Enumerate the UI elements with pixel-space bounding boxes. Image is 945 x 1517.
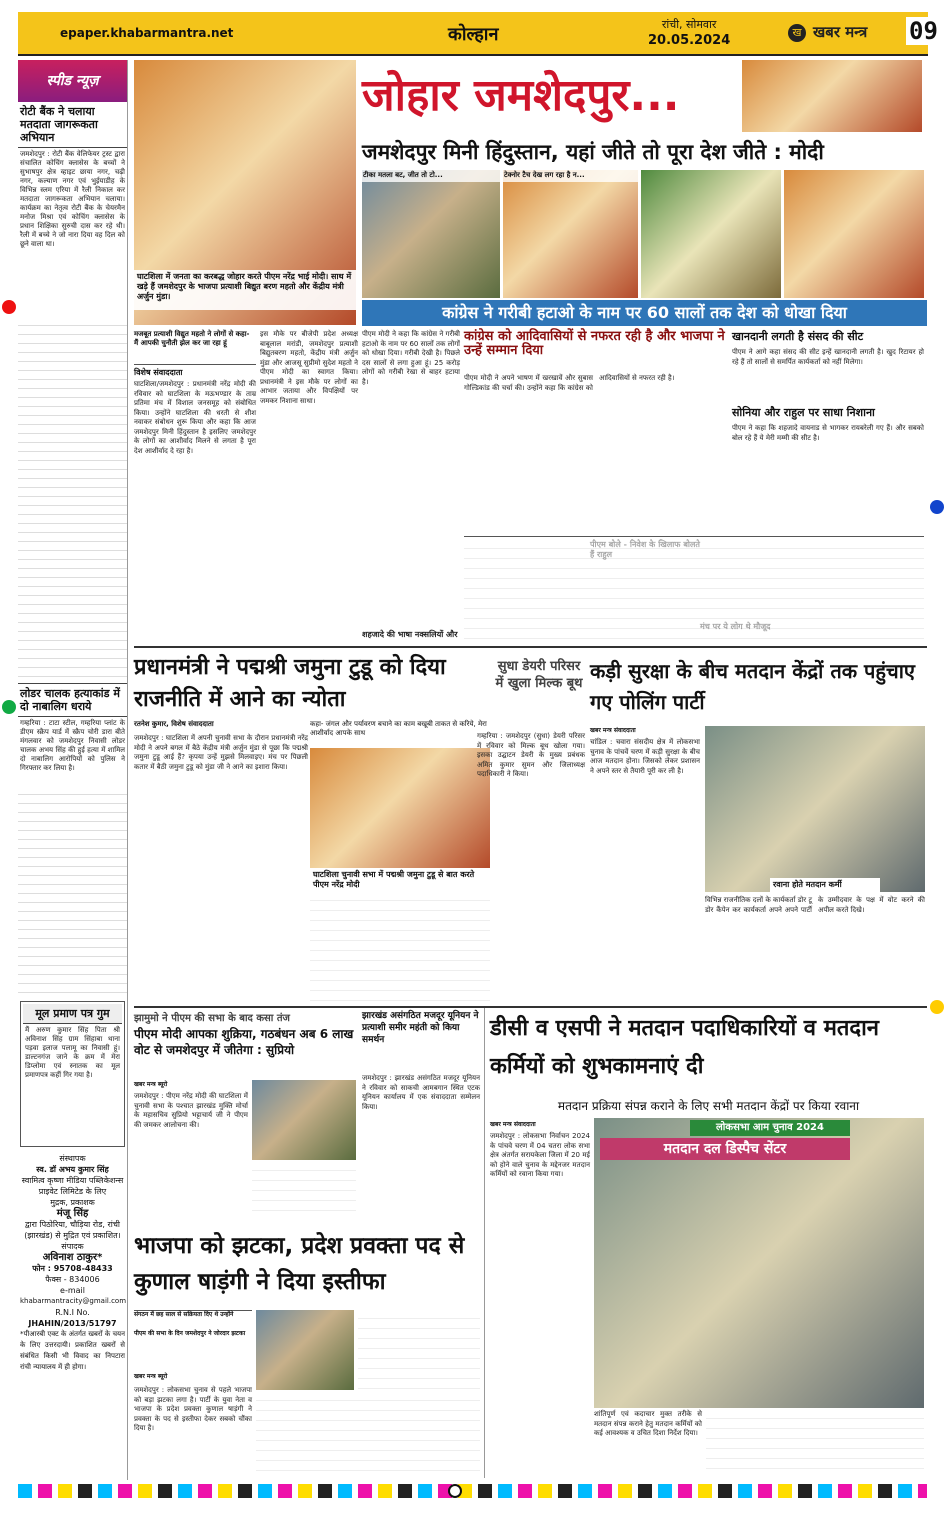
lead-byline: विशेष संवाददाता bbox=[134, 364, 256, 376]
masthead bbox=[18, 1151, 127, 1375]
crosshair-icon bbox=[448, 1484, 462, 1498]
divider bbox=[134, 646, 927, 648]
bjp-photo bbox=[256, 1310, 354, 1390]
color-registration-strip bbox=[18, 1484, 927, 1498]
sudha-body: गम्हरिया : जमशेदपुर (सुधा) डेयरी परिसर में रविवार को मिल्क बूथ खोला गया। इसका उद्घाटन डेयरी के मुख्य प्रबंधक अमित कुमार सुमन और जिलाध्यक्ष पदाधिकारी ने किया। bbox=[477, 732, 585, 778]
city-day: रांची, सोमवार bbox=[661, 18, 717, 31]
bjp-byline: खबर मन्त्र ब्यूरो bbox=[134, 1373, 168, 1380]
union-headline: झारखंड असंगठित मजदूर यूनियन ने प्रत्याशी समीर महंती को किया समर्थन bbox=[362, 1011, 479, 1045]
bjp-headline: भाजपा को झटका, प्रदेश प्रवक्ता पद से कुणाल षाड़ंगी ने दिया इस्तीफा bbox=[134, 1233, 465, 1295]
founder-label: संस्थापक bbox=[59, 1154, 86, 1163]
story-body: गम्हरिया : टाटा स्टील, गम्हरिया प्लांट के डीएम स्क्रैप यार्ड में स्क्रैप चोरी डारा बीते मंगलवार को जमशेदपुर निवासी लोडर चालक अभय सिंह की हुई हत्या में शामिल दो नाबालिग आरोपियों को पुलिस ने गिरफ्तार कर लिया है। bbox=[20, 719, 125, 772]
jmm-subhead: पीएम मोदी आपका शुक्रिया, गठबंधन अब 6 लाख वोट से जमशेदपुर में जीतेगा : सुप्रियो bbox=[134, 1027, 354, 1057]
lead-col-2: इस मौके पर बीजेपी प्रदेश अध्यक्ष बाबूलाल मरांडी, जमशेदपुर प्रत्याशी बिद्युतबरण महतो, केंद्रीय मंत्री अर्जुन मुंडा और आजसू सुप्रीमो सुदेश महतो ने पीएम मोदी का स्वागत किया। प्रधानमंत्री ने इस मौके पर लोगों का आभार जताया और विपक्षियों पर जमकर निशाना साधा। bbox=[260, 330, 358, 405]
rni-label: R.N.I No. bbox=[55, 1308, 90, 1317]
jamuna-photo bbox=[310, 748, 490, 868]
dcsp-headline: डीसी व एसपी ने मतदान पदाधिकारियों व मतदान कर्मियों को शुभकामनाएं दी bbox=[490, 1016, 879, 1079]
publisher-label: मुद्रक, प्रकाशक bbox=[50, 1198, 95, 1207]
page-header bbox=[18, 12, 938, 56]
dcsp-body: जमशेदपुर : लोकसभा निर्वाचन 2024 के पांचवे चरण में 04 चतरा लोक सभा क्षेत्र अंतर्गत सरायकेला जिला में 20 मई को होने वाले चुनाव के मद्देनजर मतदान कर्मियों को रवाना किया गया। bbox=[490, 1132, 590, 1178]
brand-logo-icon: ख bbox=[788, 24, 806, 42]
bjp-bullet-1: संगठन में छह साल से सक्रियता दिए थे उन्होंने bbox=[134, 1310, 252, 1328]
notice-body: मैं अरुण कुमार सिंह पिता श्री अविनाश सिंह ग्राम सिंहाबा थाना पड़वा इलाज पलामू का निवासी हूं। डाल्टनगंज जाने के क्रम में मेरा डिप्लोमा एवं स्नातक का मूल प्रमाणपत्र कहीं गिर गया है। bbox=[25, 1026, 120, 1079]
bjp-body-2 bbox=[256, 1392, 480, 1472]
dcsp-body-2 bbox=[706, 1410, 924, 1472]
jamuna-note: कहा- जंगल और पर्यावरण बचाने का काम बखूबी ताकत से करिये, मेरा आशीर्वाद आपके साथ bbox=[310, 720, 487, 737]
press-line: द्वारा पिठोरिया, चौड़िया रोड, रांची (झारखंड) से मुद्रित एवं प्रकाशित। bbox=[24, 1220, 121, 1240]
sonia-headline: सोनिया और राहुल पर साधा निशाना bbox=[732, 406, 875, 419]
page-number: 09 bbox=[906, 17, 941, 45]
bjp-body-3 bbox=[358, 1310, 480, 1392]
congress-headline: कांग्रेस को आदिवासियों से नफरत रही है और भाजपा ने उन्हें सम्मान दिया bbox=[464, 329, 725, 358]
lead-col-1: घाटशिला/जमशेदपुर : प्रधानमंत्री नरेंद्र मोदी की रविवार को घाटशिला के मऊभण्डार के ताम्र प्रतिमा मंच में विशाल जनसमूह को संबोधित किया। उन्होंने घाटशिला की धरती से शीश नवाकर संबोधन शुरू किया और कहा कि आज जमशेदपुर मिनी हिंदुस्तान है इसलिए जमशेदपुर के लोगों का आशीर्वाद मिलने से लगता है पूरा देश आशीर्वाद दे रहा है। bbox=[134, 380, 256, 455]
jamuna-body: जमशेदपुर : घाटशिला में अपनी चुनावी सभा के दौरान प्रधानमंत्री नरेंद्र मोदी ने अपने बगल में बैठे केंद्रीय मंत्री अर्जुन मुंडा से पूछा कि पद्मश्री जमुना टुडू आई हैं? कृपया उन्हें मुझसे मिलवाइए। मंच पर पिछली कतार में बैठी जमुना टुडू को मुंडा जी ने आने का इशारा किया। bbox=[134, 734, 308, 771]
jamuna-body-2 bbox=[310, 892, 490, 1004]
dcsp-banner-1: लोकसभा आम चुनाव 2024 bbox=[690, 1120, 850, 1136]
section-title: कोल्हान bbox=[448, 24, 499, 45]
email-label: e-mail bbox=[60, 1286, 85, 1295]
security-caption: रवाना होते मतदान कर्मी bbox=[770, 878, 880, 892]
jmm-headline: झामुमो ने पीएम की सभा के बाद कसा तंज bbox=[134, 1013, 290, 1024]
lead-photo-modi bbox=[742, 60, 922, 132]
rni-number: JHAHIN/2013/51797 bbox=[28, 1319, 117, 1328]
jmm-body: जमशेदपुर : पीएम नरेंद्र मोदी की घाटशिला में चुनावी सभा के पश्चात झारखंड मुक्ति मोर्चा के महासचिव सुप्रियो भट्टाचार्य जी ने पीएम की जमकर आलोचना की। bbox=[134, 1092, 248, 1129]
khandani-body: पीएम ने आगे कहा संसद की सीट इन्हें खानदानी लगती है। खुद रिटायर हो रहे हैं तो सालों से समर्पित कार्यकर्ता को नहीं मिलेगा। bbox=[732, 348, 924, 366]
jmm-photo bbox=[252, 1080, 356, 1160]
story-body: जमशेदपुर : रोटी बैंक वेलिफेयर ट्रस्ट द्वारा संचालित कोचिंग क्लासेस के बच्चों ने सुभाषपुर क्षेत्र व्हाइट छाया नगर, चढ़ी नगर, कल्याण नगर एवं भुईयाडीह के विभिन्न स्लम एरिया में रैली निकाल कर मतदाता जागरूकता अभियान चलाया। कार्यक्रम का नेतृत्व रोटी बैंक के चेयरमैन मनोज मिश्रा एवं कोचिंग क्लासेस के प्रधान शिक्षिका सुरुची दास कर रहे थी। रैली में बच्चे ने जो नारा दिया वह दिल को छूने वाला था। bbox=[20, 150, 125, 248]
owner-line: स्वामित्व कृष्णा मीडिया पब्लिकेशन्स प्राइवेट लिमिटेड के लिए bbox=[21, 1176, 124, 1196]
sonia-body: पीएम ने कहा कि शहजादे वायनाड से भागकर रायबरेली गए हैं। और सबको बोल रहे हैं ये मेरी मम्मी की सीट है। bbox=[732, 424, 924, 442]
jmm-body-2 bbox=[252, 1162, 356, 1220]
publisher-name: मंजू सिंह bbox=[56, 1208, 89, 1219]
strip-label-2: टेक्नोर टैच देख लग रहा है न... bbox=[503, 170, 638, 182]
khandani-headline: खानदानी लगती है संसद की सीट bbox=[732, 330, 864, 343]
union-body: जमशेदपुर : झारखंड असंगठित मजदूर यूनियन ने रविवार को साकची आमबगान स्थित एटक यूनियन कार्यालय में एक संवाददाता सम्मेलन किया। bbox=[362, 1074, 480, 1111]
strip-photo-1 bbox=[362, 170, 500, 298]
lead-headline: जमशेदपुर मिनी हिंदुस्तान, यहां जीते तो पूरा देश जीते : मोदी bbox=[362, 140, 824, 164]
site-url[interactable]: epaper.khabarmantra.net bbox=[60, 26, 234, 40]
dcsp-photo bbox=[594, 1118, 924, 1408]
security-headline: कड़ी सुरक्षा के बीच मतदान केंद्रों तक पहुंचाए गए पोलिंग पार्टी bbox=[590, 659, 915, 714]
maoist-label: शहजादे की भाषा नक्सलियों और bbox=[362, 630, 458, 639]
registration-mark-icon bbox=[930, 500, 944, 514]
side-body-fill bbox=[464, 540, 924, 640]
divider bbox=[484, 1008, 485, 1478]
strip-photo-3 bbox=[641, 170, 781, 298]
dcsp-byline: खबर मन्त्र संवाददाता bbox=[490, 1121, 536, 1128]
editor-label: संपादक bbox=[61, 1242, 84, 1251]
bjp-body: जमशेदपुर : लोकसभा चुनाव से पहले भाजपा को बड़ा झटका लगा है। पार्टी के युवा नेता व भाजपा के प्रदेश प्रवक्ता कुणाल षाड़ंगी ने प्रवक्ता के पद से इस्तीफा देकर सबको चौंका दिया है। bbox=[134, 1386, 252, 1432]
story-headline: रोटी बैंक ने चलाया मतदाता जागरूकता अभियान bbox=[18, 102, 127, 148]
issue-date: 20.05.2024 bbox=[648, 33, 731, 48]
jamuna-caption: घाटशिला चुनावी सभा में पद्मश्री जमुना टुडू से बात करते पीएम नरेंद्र मोदी bbox=[310, 868, 490, 890]
registration-mark-icon bbox=[2, 700, 16, 714]
sudha-headline: सुधा डेयरी परिसर में खुला मिल्क बूथ bbox=[495, 659, 583, 691]
story-headline: लोडर चालक हत्याकांड में दो नाबालिग धराये bbox=[18, 683, 127, 717]
dcsp-banner-2: मतदान दल डिस्पैच सेंटर bbox=[600, 1138, 850, 1160]
lead-kicker: जोहार जमशेदपुर... bbox=[362, 70, 680, 121]
dcsp-caption: शांतिपूर्ण एवं कदाचार मुक्त तरीके से मतदान संपन्न कराने हेतु मतदान कर्मियों को कई आवश्यक व उचित दिशा निर्देश दिया। bbox=[594, 1410, 702, 1437]
jmm-byline: खबर मन्त्र ब्यूरो bbox=[134, 1081, 168, 1088]
bjp-bullet-2: पीएम की सभा के दिन जमशेदपुर ने जोरदार झटका bbox=[134, 1330, 246, 1337]
lead-col-3: पीएम मोदी ने कहा कि कांग्रेस ने गरीबी हटाओ के नाम पर 60 सालों तक लोगों को धोखा दिया। गरीबी देखी है। पिछले दस सालों से लगा हुआ हूं। 25 करोड़ लोगों को गरीबी रेखा से बाहर हटाया है। bbox=[362, 330, 460, 386]
lead-bullet: मजबूत प्रत्याशी विद्युत महतो ने लोगों से कहा- मैं आपकी चुनौती झेल कर जा रहा हूं bbox=[134, 330, 250, 347]
left-sidebar bbox=[18, 60, 128, 1480]
lead-banner: कांग्रेस ने गरीबी हटाओ के नाम पर 60 सालों तक देश को धोखा दिया bbox=[362, 300, 927, 326]
phone: फोन : 95708-48433 bbox=[32, 1264, 113, 1273]
security-byline: खबर मन्त्र संवाददाता bbox=[590, 727, 636, 734]
email[interactable]: khabarmantracity@gmail.com bbox=[20, 1297, 127, 1305]
story-body-cont bbox=[18, 787, 127, 997]
editor-name: अविनाश ठाकुर* bbox=[42, 1252, 103, 1263]
disclaimer: *पीआरबी एक्ट के अंतर्गत खबरों के चयन के लिए उत्तरदायी। प्रकाशित खबरों से संबंधित किसी भी विवाद का निपटारा रांची न्यायालय में ही होगा। bbox=[20, 1330, 125, 1371]
congress-body: पीएम मोदी ने अपने भाषण में खरखावें और सुबास गोल्डिकांड की चर्चा की। उन्होंने कहा कि कांग्रेस को आदिवासियों से नफरत रही है। bbox=[464, 374, 675, 392]
jamuna-headline: प्रधानमंत्री ने पद्मश्री जमुना टुडू को दिया राजनीति में आने का न्योता bbox=[134, 655, 446, 712]
story-body-cont bbox=[18, 318, 127, 683]
founder-name: स्व. डॉ अभय कुमार सिंह bbox=[36, 1165, 109, 1174]
brand-name: खबर मन्त्र bbox=[813, 23, 868, 41]
registration-mark-icon bbox=[2, 300, 16, 314]
security-body: चांडिल : चवारा संसदीय क्षेत्र में लोकसभा चुनाव के पांचवें चरण में कड़ी सुरक्षा के बीच आज मतदान होना। जिसको लेकर प्रशासन ने अपने स्तर से तैयारी पूरी कर ली है। bbox=[590, 738, 700, 775]
lead-photo-caption: घाटशिला में जनता का करबद्ध जोहार करते पीएम नरेंद्र भाई मोदी। साथ में खड़े हैं जमशेदपुर के भाजपा प्रत्याशी बिद्युत बरण महतो और केंद्रीय मंत्री अर्जुन मुंडा। bbox=[134, 270, 356, 310]
fax: फैक्स - 834006 bbox=[45, 1275, 100, 1284]
dateline bbox=[648, 17, 730, 49]
divider bbox=[464, 536, 924, 537]
strip-photo-2 bbox=[503, 170, 638, 298]
jamuna-byline: रतनेश कुमार, विशेष संवाददाता bbox=[134, 720, 214, 728]
notice-box bbox=[20, 1001, 125, 1147]
notice-title: मूल प्रमाण पत्र गुम bbox=[23, 1004, 122, 1024]
security-photo bbox=[705, 726, 925, 892]
speed-news-badge: स्पीड न्यूज़ bbox=[18, 60, 127, 102]
registration-mark-icon bbox=[930, 1000, 944, 1014]
strip-label-1: टीका मतला बट, जीत तो टो... bbox=[362, 170, 500, 182]
dcsp-subhead: मतदान प्रक्रिया संपन्न कराने के लिए सभी मतदान केंद्रों पर किया रवाना bbox=[490, 1096, 927, 1116]
divider bbox=[134, 1006, 927, 1008]
strip-photo-4 bbox=[784, 170, 924, 298]
security-body-2: विभिन्न राजनीतिक दलों के कार्यकर्ता डोर टू डोर कैंपेन कर कार्यकर्ता अपने अपने पार्टी के उम्मीदवार के पक्ष में वोट करने की अपील करते दिखे। bbox=[705, 896, 925, 914]
